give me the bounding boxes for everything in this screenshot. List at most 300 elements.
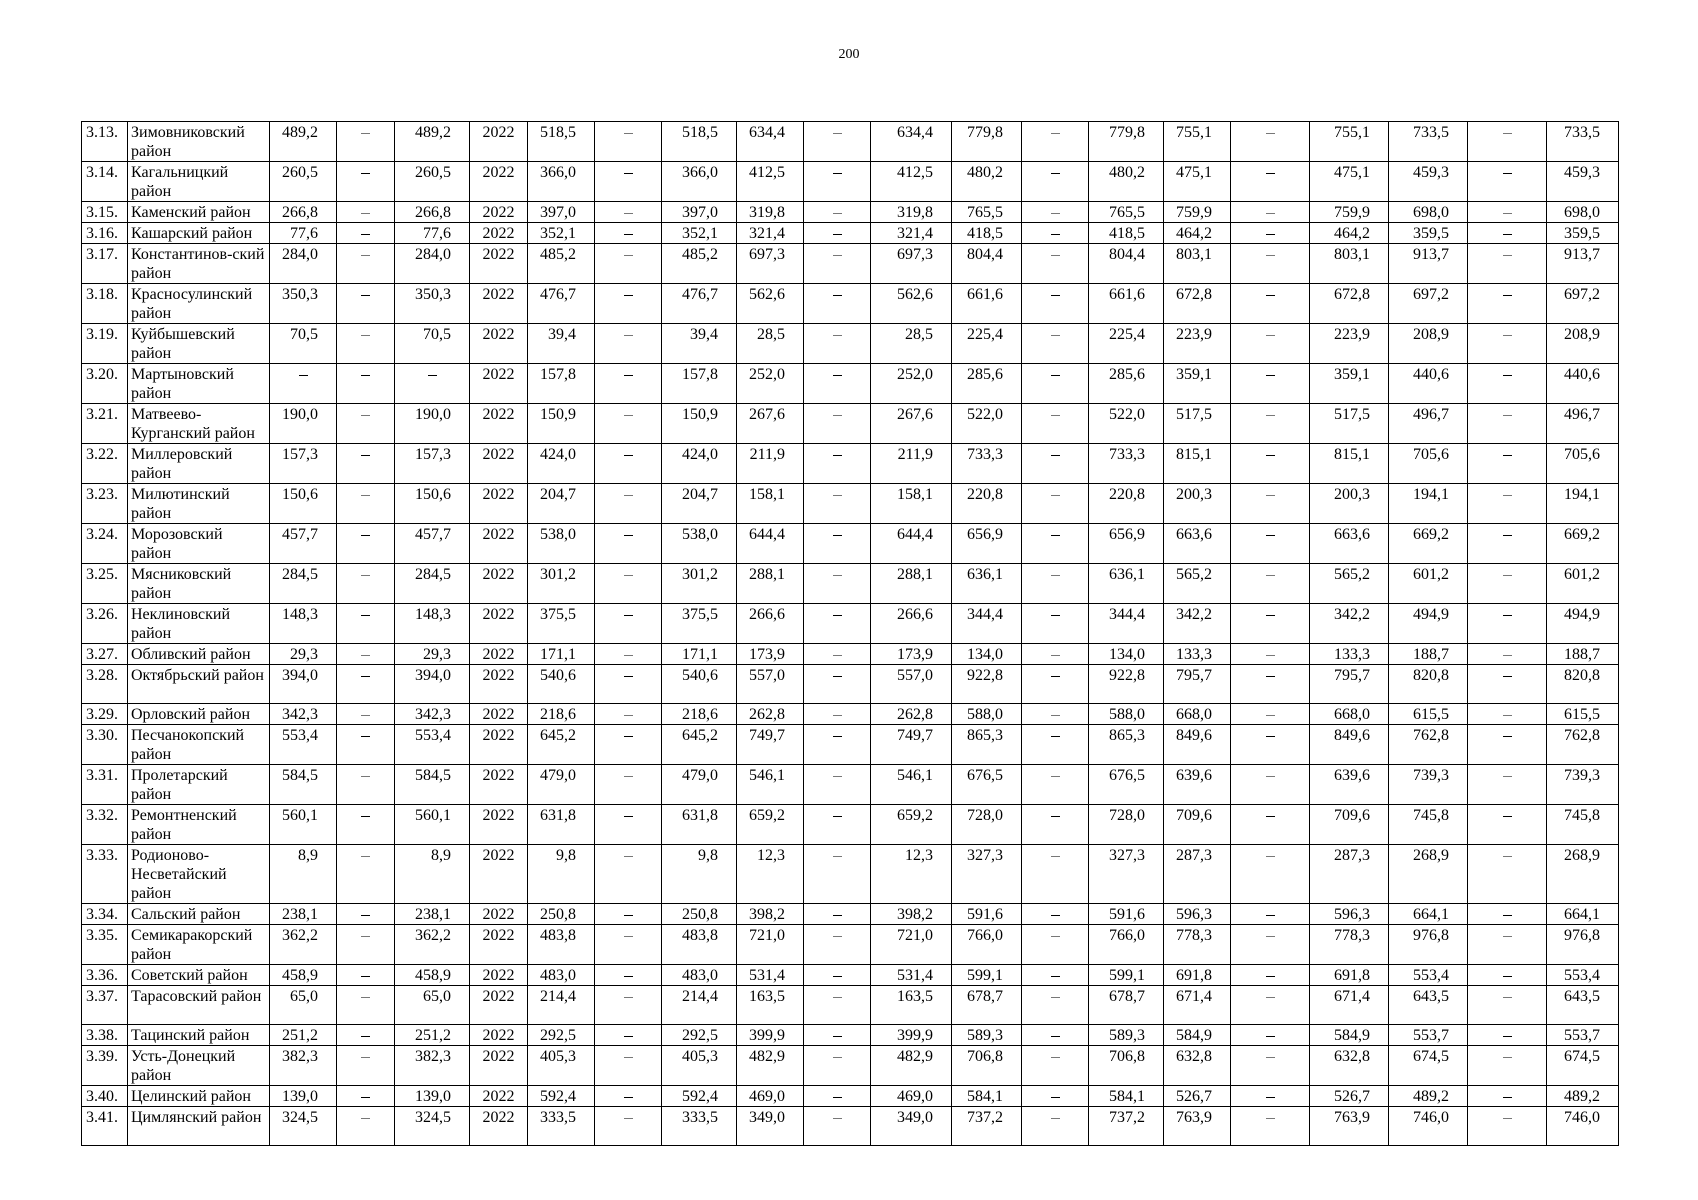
dash-mark (1051, 1036, 1060, 1037)
dash-mark (361, 173, 370, 174)
value-cell: 664,1 (1547, 904, 1619, 925)
dash-cell (337, 1107, 395, 1146)
value-cell: 319,8 (871, 202, 952, 223)
dash-mark (624, 133, 633, 134)
district-name: Тацинский район (128, 1025, 270, 1046)
dash-mark (624, 255, 633, 256)
dash-cell (595, 1107, 662, 1146)
value-cell: 157,3 (395, 444, 470, 484)
value-cell: 366,0 (662, 162, 737, 202)
table-row (82, 364, 1619, 404)
dash-cell (595, 986, 662, 1025)
dash-mark (833, 936, 842, 937)
dash-mark (1503, 915, 1512, 916)
dash-cell (1231, 845, 1310, 904)
value-cell: 412,5 (871, 162, 952, 202)
value-cell: 849,6 (1310, 725, 1389, 765)
value-cell: 214,4 (528, 986, 595, 1025)
dash-cell (1468, 765, 1547, 805)
dash-mark (361, 736, 370, 737)
dash-mark (1503, 335, 1512, 336)
value-cell: 190,0 (395, 404, 470, 444)
dash-cell (1022, 1107, 1089, 1146)
dash-mark (1266, 976, 1275, 977)
value-cell: 485,2 (662, 244, 737, 284)
value-cell: 65,0 (270, 986, 337, 1025)
dash-cell (337, 704, 395, 725)
value-cell: 526,7 (1310, 1086, 1389, 1107)
value-cell: 762,8 (1389, 725, 1468, 765)
value-cell: 284,5 (395, 564, 470, 604)
dash-mark (361, 915, 370, 916)
dash-mark (1051, 295, 1060, 296)
dash-mark (361, 856, 370, 857)
value-cell: 588,0 (952, 704, 1022, 725)
dash-cell (804, 284, 871, 324)
value-cell: 29,3 (270, 644, 337, 665)
value-cell: 663,6 (1164, 524, 1231, 564)
value-cell: 698,0 (1389, 202, 1468, 223)
dash-mark (1266, 856, 1275, 857)
value-cell: 522,0 (952, 404, 1022, 444)
value-cell: 669,2 (1389, 524, 1468, 564)
value-cell: 733,3 (1089, 444, 1164, 484)
dash-cell (337, 925, 395, 965)
dash-cell (804, 1046, 871, 1086)
year-cell: 2022 (470, 444, 528, 484)
dash-mark (361, 415, 370, 416)
value-cell: 204,7 (528, 484, 595, 524)
value-cell: 139,0 (270, 1086, 337, 1107)
value-cell: 596,3 (1310, 904, 1389, 925)
value-cell: 671,4 (1310, 986, 1389, 1025)
row-number: 3.36. (82, 965, 128, 986)
dash-mark (833, 997, 842, 998)
dash-mark (1266, 295, 1275, 296)
dash-mark (1266, 1036, 1275, 1037)
district-name: Песчанокопский район (128, 725, 270, 765)
value-cell: 496,7 (1547, 404, 1619, 444)
dash-cell (804, 122, 871, 162)
dash-cell (595, 644, 662, 665)
dash-mark (1503, 234, 1512, 235)
value-cell: 560,1 (270, 805, 337, 845)
dash-cell (1231, 1086, 1310, 1107)
value-cell: 538,0 (528, 524, 595, 564)
dash-cell (1022, 162, 1089, 202)
dash-cell (1468, 223, 1547, 244)
value-cell: 342,3 (395, 704, 470, 725)
row-number: 3.13. (82, 122, 128, 162)
dash-mark (361, 295, 370, 296)
dash-mark (833, 856, 842, 857)
row-number: 3.29. (82, 704, 128, 725)
value-cell: 763,9 (1310, 1107, 1389, 1146)
dash-cell (804, 524, 871, 564)
value-cell: 591,6 (952, 904, 1022, 925)
value-cell: 382,3 (395, 1046, 470, 1086)
dash-cell (337, 244, 395, 284)
dash-cell (804, 845, 871, 904)
dash-cell (1468, 845, 1547, 904)
row-number: 3.24. (82, 524, 128, 564)
value-cell: 287,3 (1310, 845, 1389, 904)
value-cell: 459,3 (1389, 162, 1468, 202)
value-cell: 661,6 (952, 284, 1022, 324)
value-cell: 546,1 (737, 765, 804, 805)
table-body (82, 122, 1619, 1146)
dash-mark (1503, 736, 1512, 737)
dash-mark (624, 1057, 633, 1058)
dash-cell (1231, 1046, 1310, 1086)
value-cell: 634,4 (871, 122, 952, 162)
dash-mark (624, 936, 633, 937)
value-cell: 721,0 (737, 925, 804, 965)
dash-mark (624, 915, 633, 916)
value-cell: 150,9 (662, 404, 737, 444)
value-cell: 737,2 (952, 1107, 1022, 1146)
value-cell: 697,3 (737, 244, 804, 284)
value-cell: 584,5 (395, 765, 470, 805)
dash-cell (595, 665, 662, 704)
value-cell: 601,2 (1547, 564, 1619, 604)
value-cell: 459,3 (1547, 162, 1619, 202)
dash-cell (1022, 704, 1089, 725)
value-cell: 749,7 (871, 725, 952, 765)
dash-mark (1051, 535, 1060, 536)
dash-mark (1051, 976, 1060, 977)
value-cell: 815,1 (1164, 444, 1231, 484)
value-cell: 778,3 (1164, 925, 1231, 965)
dash-cell (337, 904, 395, 925)
dash-mark (361, 676, 370, 677)
dash-mark (1266, 816, 1275, 817)
dash-cell (1022, 364, 1089, 404)
value-cell: 739,3 (1389, 765, 1468, 805)
value-cell: 766,0 (952, 925, 1022, 965)
value-cell: 200,3 (1310, 484, 1389, 524)
dash-mark (1503, 1036, 1512, 1037)
dash-mark (1266, 1057, 1275, 1058)
value-cell: 267,6 (737, 404, 804, 444)
value-cell: 589,3 (952, 1025, 1022, 1046)
dash-mark (1503, 455, 1512, 456)
dash-mark (1503, 575, 1512, 576)
value-cell: 553,7 (1547, 1025, 1619, 1046)
dash-cell (1231, 805, 1310, 845)
dash-mark (1266, 776, 1275, 777)
table-row (82, 223, 1619, 244)
value-cell: 418,5 (952, 223, 1022, 244)
dash-mark (624, 1097, 633, 1098)
value-cell: 469,0 (737, 1086, 804, 1107)
dash-mark (1051, 936, 1060, 937)
dash-mark (1266, 415, 1275, 416)
value-cell: 709,6 (1164, 805, 1231, 845)
dash-cell (337, 665, 395, 704)
value-cell: 678,7 (1089, 986, 1164, 1025)
row-number: 3.26. (82, 604, 128, 644)
value-cell: 632,8 (1310, 1046, 1389, 1086)
dash-cell (595, 284, 662, 324)
dash-cell (1468, 404, 1547, 444)
dash-cell (337, 1046, 395, 1086)
dash-mark (361, 535, 370, 536)
dash-mark (833, 915, 842, 916)
value-cell: 148,3 (270, 604, 337, 644)
value-cell: 204,7 (662, 484, 737, 524)
value-cell: 599,1 (1089, 965, 1164, 986)
value-cell: 29,3 (395, 644, 470, 665)
year-cell: 2022 (470, 644, 528, 665)
value-cell: 913,7 (1547, 244, 1619, 284)
dash-cell (1468, 484, 1547, 524)
value-cell: 557,0 (871, 665, 952, 704)
value-cell: 65,0 (395, 986, 470, 1025)
table-row (82, 1086, 1619, 1107)
dash-mark (1051, 915, 1060, 916)
year-cell: 2022 (470, 1107, 528, 1146)
dash-cell (337, 1086, 395, 1107)
value-cell: 134,0 (1089, 644, 1164, 665)
row-number: 3.27. (82, 644, 128, 665)
dash-cell (1231, 925, 1310, 965)
dash-mark (1051, 615, 1060, 616)
dash-mark (361, 976, 370, 977)
dash-cell (1231, 122, 1310, 162)
value-cell: 288,1 (871, 564, 952, 604)
dash-cell (1468, 444, 1547, 484)
value-cell: 804,4 (952, 244, 1022, 284)
value-cell: 262,8 (737, 704, 804, 725)
value-cell: 739,3 (1547, 765, 1619, 805)
district-name: Ремонтненский район (128, 805, 270, 845)
dash-cell (1022, 564, 1089, 604)
dash-mark (833, 495, 842, 496)
table-row (82, 284, 1619, 324)
value-cell: 553,4 (270, 725, 337, 765)
value-cell: 150,9 (528, 404, 595, 444)
value-cell: 321,4 (871, 223, 952, 244)
dash-cell (1231, 364, 1310, 404)
value-cell: 804,4 (1089, 244, 1164, 284)
district-name: Матвеево-Курганский район (128, 404, 270, 444)
value-cell: 398,2 (737, 904, 804, 925)
dash-cell (1468, 1046, 1547, 1086)
district-name: Миллеровский район (128, 444, 270, 484)
dash-cell (1231, 604, 1310, 644)
value-cell: 922,8 (952, 665, 1022, 704)
dash-cell (1231, 765, 1310, 805)
dash-mark (833, 676, 842, 677)
dash-mark (833, 375, 842, 376)
value-cell: 342,3 (270, 704, 337, 725)
dash-mark (624, 173, 633, 174)
value-cell: 394,0 (270, 665, 337, 704)
dash-mark (361, 255, 370, 256)
value-cell: 464,2 (1310, 223, 1389, 244)
value-cell: 359,5 (1547, 223, 1619, 244)
dash-cell (1231, 484, 1310, 524)
dash-cell (1468, 364, 1547, 404)
value-cell: 399,9 (871, 1025, 952, 1046)
dash-cell (1468, 604, 1547, 644)
value-cell: 252,0 (871, 364, 952, 404)
dash-cell (1231, 1107, 1310, 1146)
value-cell: 560,1 (395, 805, 470, 845)
dash-cell (270, 364, 337, 404)
value-cell: 676,5 (1089, 765, 1164, 805)
value-cell: 546,1 (871, 765, 952, 805)
value-cell: 382,3 (270, 1046, 337, 1086)
value-cell: 755,1 (1310, 122, 1389, 162)
value-cell: 636,1 (952, 564, 1022, 604)
dash-mark (361, 936, 370, 937)
dash-mark (1051, 655, 1060, 656)
value-cell: 615,5 (1389, 704, 1468, 725)
value-cell: 150,6 (270, 484, 337, 524)
dash-cell (595, 364, 662, 404)
year-cell: 2022 (470, 364, 528, 404)
value-cell: 359,1 (1164, 364, 1231, 404)
value-cell: 424,0 (528, 444, 595, 484)
value-cell: 8,9 (270, 845, 337, 904)
value-cell: 584,1 (1089, 1086, 1164, 1107)
value-cell: 531,4 (871, 965, 952, 986)
dash-mark (1051, 213, 1060, 214)
dash-mark (1051, 173, 1060, 174)
dash-mark (624, 1036, 633, 1037)
table-row (82, 1025, 1619, 1046)
dash-mark (833, 715, 842, 716)
value-cell: 475,1 (1310, 162, 1389, 202)
dash-cell (595, 223, 662, 244)
dash-cell (1231, 725, 1310, 765)
value-cell: 709,6 (1310, 805, 1389, 845)
value-cell: 8,9 (395, 845, 470, 904)
value-cell: 592,4 (662, 1086, 737, 1107)
dash-mark (833, 575, 842, 576)
row-number: 3.21. (82, 404, 128, 444)
year-cell: 2022 (470, 604, 528, 644)
district-name: Зимовниковский район (128, 122, 270, 162)
value-cell: 746,0 (1547, 1107, 1619, 1146)
value-cell: 820,8 (1389, 665, 1468, 704)
value-cell: 238,1 (395, 904, 470, 925)
value-cell: 540,6 (528, 665, 595, 704)
value-cell: 674,5 (1547, 1046, 1619, 1086)
table-row (82, 524, 1619, 564)
value-cell: 483,8 (662, 925, 737, 965)
dash-mark (361, 1036, 370, 1037)
dash-cell (1022, 805, 1089, 845)
value-cell: 350,3 (270, 284, 337, 324)
value-cell: 375,5 (662, 604, 737, 644)
value-cell: 77,6 (270, 223, 337, 244)
district-name: Мясниковский район (128, 564, 270, 604)
dash-cell (337, 364, 395, 404)
value-cell: 218,6 (662, 704, 737, 725)
value-cell: 522,0 (1089, 404, 1164, 444)
value-cell: 517,5 (1164, 404, 1231, 444)
dash-mark (361, 133, 370, 134)
value-cell: 424,0 (662, 444, 737, 484)
dash-cell (337, 202, 395, 223)
value-cell: 656,9 (1089, 524, 1164, 564)
district-name: Тарасовский район (128, 986, 270, 1025)
table-row (82, 1107, 1619, 1146)
value-cell: 553,4 (395, 725, 470, 765)
dash-mark (833, 335, 842, 336)
value-cell: 412,5 (737, 162, 804, 202)
dash-mark (1503, 715, 1512, 716)
dash-cell (337, 564, 395, 604)
value-cell: 562,6 (871, 284, 952, 324)
value-cell: 483,0 (662, 965, 737, 986)
value-cell: 865,3 (1089, 725, 1164, 765)
dash-mark (833, 415, 842, 416)
dash-mark (833, 1057, 842, 1058)
value-cell: 763,9 (1164, 1107, 1231, 1146)
value-cell: 668,0 (1164, 704, 1231, 725)
value-cell: 12,3 (871, 845, 952, 904)
dash-cell (1022, 404, 1089, 444)
dash-cell (595, 725, 662, 765)
value-cell: 266,8 (395, 202, 470, 223)
dash-mark (1051, 375, 1060, 376)
dash-cell (595, 202, 662, 223)
value-cell: 238,1 (270, 904, 337, 925)
dash-cell (804, 644, 871, 665)
dash-mark (833, 535, 842, 536)
dash-mark (1503, 776, 1512, 777)
district-name: Каменский район (128, 202, 270, 223)
value-cell: 631,8 (528, 805, 595, 845)
value-cell: 349,0 (871, 1107, 952, 1146)
value-cell: 565,2 (1310, 564, 1389, 604)
dash-mark (833, 816, 842, 817)
dash-mark (1051, 776, 1060, 777)
dash-mark (1503, 1057, 1512, 1058)
value-cell: 352,1 (528, 223, 595, 244)
dash-cell (1468, 162, 1547, 202)
dash-cell (595, 244, 662, 284)
dash-cell (1468, 965, 1547, 986)
value-cell: 705,6 (1389, 444, 1468, 484)
dash-mark (833, 736, 842, 737)
value-cell: 457,7 (270, 524, 337, 564)
dash-mark (1051, 736, 1060, 737)
dash-mark (1051, 335, 1060, 336)
row-number: 3.35. (82, 925, 128, 965)
dash-cell (1231, 665, 1310, 704)
year-cell: 2022 (470, 845, 528, 904)
value-cell: 285,6 (952, 364, 1022, 404)
dash-mark (361, 1057, 370, 1058)
value-cell: 671,4 (1164, 986, 1231, 1025)
district-name: Мартыновский район (128, 364, 270, 404)
value-cell: 639,6 (1164, 765, 1231, 805)
value-cell: 765,5 (952, 202, 1022, 223)
value-cell: 163,5 (737, 986, 804, 1025)
value-cell: 815,1 (1310, 444, 1389, 484)
district-name: Морозовский район (128, 524, 270, 564)
dash-cell (595, 604, 662, 644)
dash-cell (804, 444, 871, 484)
value-cell: 266,8 (270, 202, 337, 223)
value-cell: 194,1 (1389, 484, 1468, 524)
dash-mark (1503, 255, 1512, 256)
